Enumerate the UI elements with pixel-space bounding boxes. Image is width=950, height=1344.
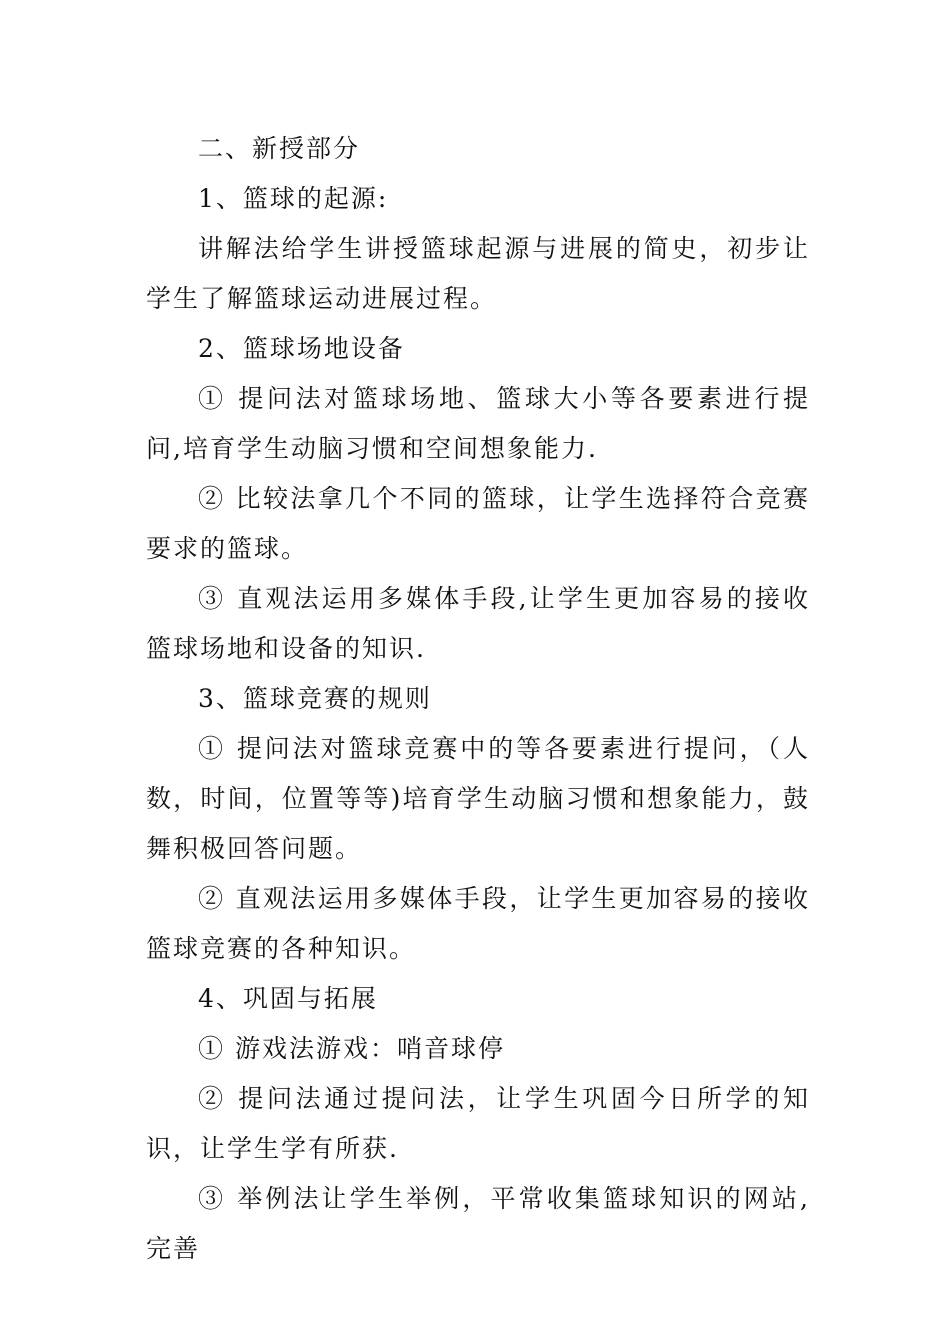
list-item-comparison: ② 比较法拿几个不同的篮球，让学生选择符合竞赛要求的篮球。	[146, 484, 810, 563]
list-item-examples: ③ 举例法让学生举例，平常收集篮球知识的网站,完善	[146, 1184, 810, 1263]
list-item-game: ① 游戏法游戏：哨音球停	[198, 1034, 505, 1063]
list-item-multimedia-court: ③ 直观法运用多媒体手段,让学生更加容易的接收篮球场地和设备的知识.	[146, 584, 810, 663]
subheading-competition-rules: 3、篮球竞赛的规则	[198, 684, 432, 713]
list-item-questioning-review: ② 提问法通过提问法，让学生巩固今日所学的知识，让学生学有所获.	[146, 1084, 810, 1163]
list-item-questioning-rules: ① 提问法对篮球竞赛中的等各要素进行提问，（人数，时间，位置等等)培育学生动脑习惯和想象能力，鼓舞积极回答问题。	[146, 734, 810, 863]
document-body	[146, 124, 810, 1274]
subheading-consolidation: 4、巩固与拓展	[198, 984, 378, 1013]
subheading-court-equipment: 2、篮球场地设备	[198, 334, 405, 363]
list-item-questioning-court: ① 提问法对篮球场地、篮球大小等各要素进行提问,培育学生动脑习惯和空间想象能力.	[146, 384, 810, 463]
subheading-basketball-origin: 1、篮球的起源:	[198, 184, 389, 213]
paragraph-origin-lecture: 讲解法给学生讲授篮球起源与进展的简史，初步让学生了解篮球运动进展过程。	[146, 234, 810, 313]
list-item-multimedia-rules: ② 直观法运用多媒体手段，让学生更加容易的接收篮球竞赛的各种知识。	[146, 884, 810, 963]
section-heading-new-lesson: 二、新授部分	[198, 134, 361, 163]
